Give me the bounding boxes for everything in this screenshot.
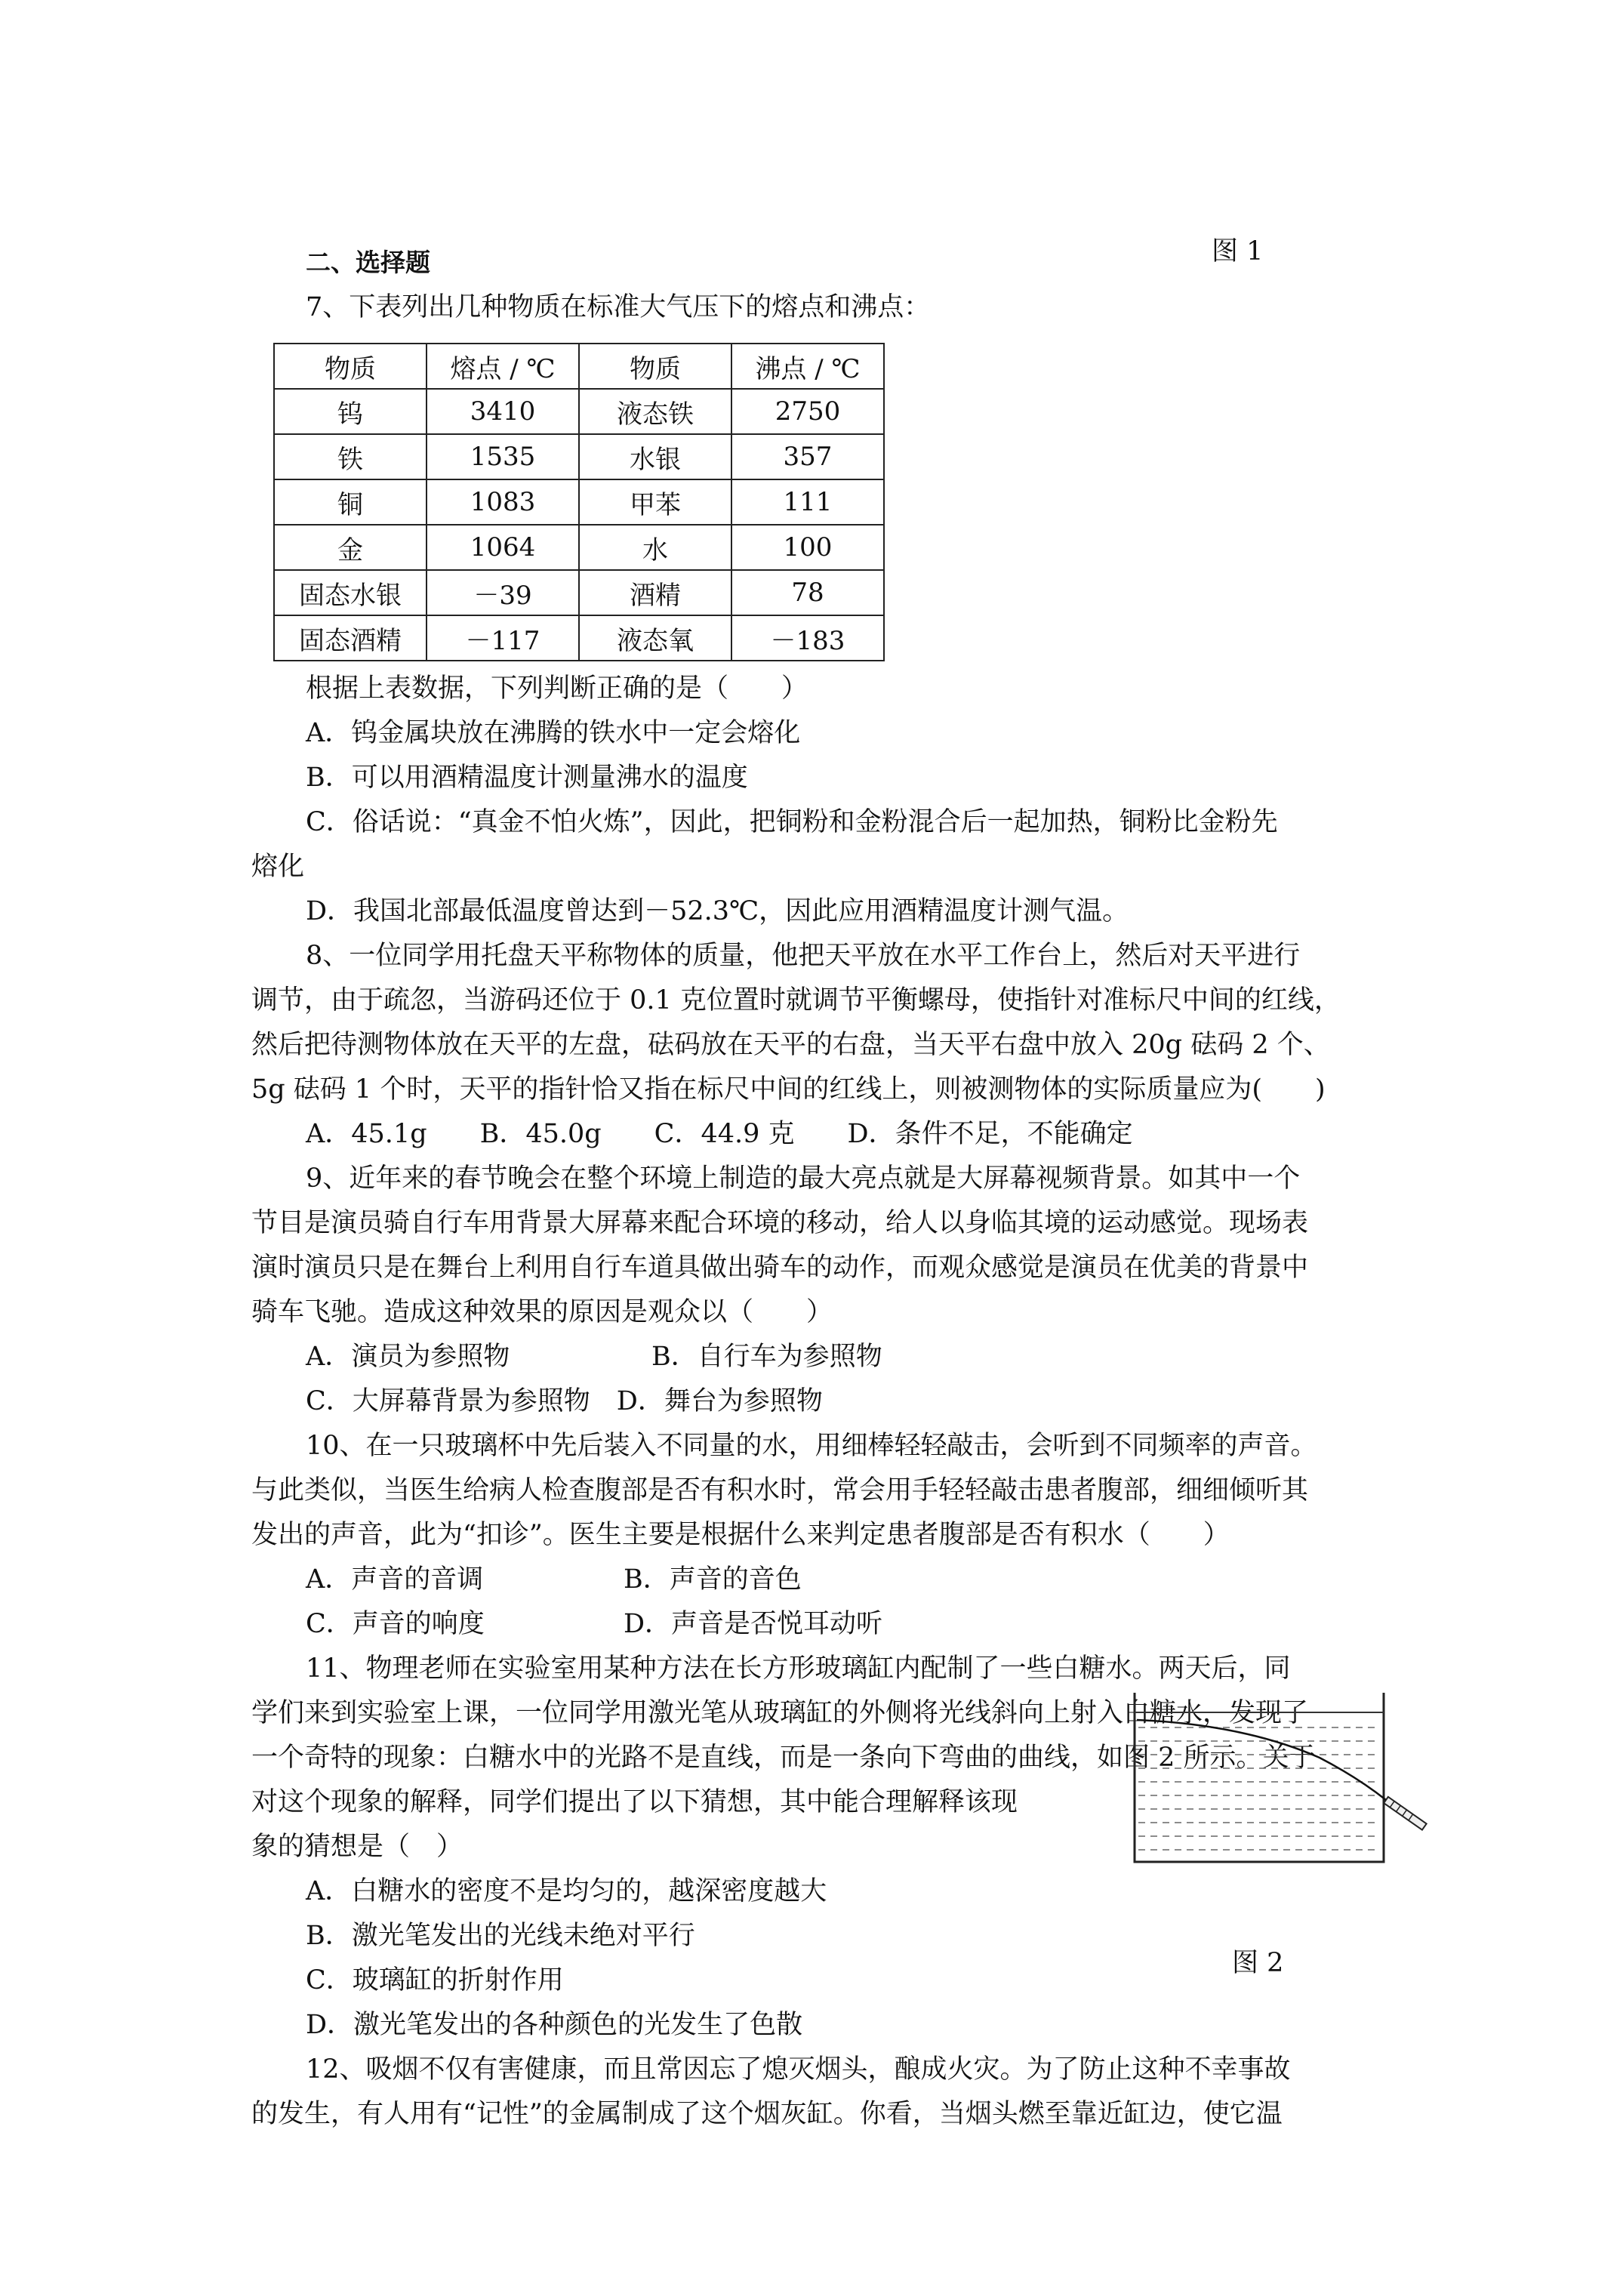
table-row	[274, 479, 884, 525]
q11-option-a: A．白糖水的密度不是均匀的，越深密度越大	[306, 1876, 827, 1906]
q11-option-c: C．玻璃缸的折射作用	[306, 1965, 564, 1996]
q9-line-3: 演时演员只是在舞台上利用自行车道具做出骑车的动作，而观众感觉是演员在优美的背景中	[251, 1253, 1309, 1283]
figure-2-label: 图 2	[1232, 1948, 1284, 1978]
table-cell: 111	[731, 479, 884, 525]
table-cell: 3410	[427, 389, 579, 434]
q8-options: A．45.1g B．45.0g C．44.9 克 D．条件不足，不能确定	[306, 1119, 1133, 1149]
q11-line-1: 11、物理老师在实验室用某种方法在长方形玻璃缸内配制了一些白糖水。两天后，同	[306, 1653, 1291, 1684]
section-title: 二、选择题	[306, 248, 430, 277]
q10-line-1: 10、在一只玻璃杯中先后装入不同量的水，用细棒轻轻敲击，会听到不同频率的声音。	[306, 1431, 1317, 1461]
table-cell: 固态水银	[274, 570, 427, 615]
table-cell: 1535	[427, 434, 579, 479]
table-header-cell: 物质	[579, 344, 731, 389]
table-cell: 78	[731, 570, 884, 615]
water-hatching	[1138, 1727, 1380, 1850]
table-cell: 铜	[274, 479, 427, 525]
q9-option-b: B．自行车为参照物	[651, 1342, 882, 1372]
q7-option-c-cont: 熔化	[251, 852, 305, 882]
table-cell: －117	[427, 615, 579, 661]
table-cell: 铁	[274, 434, 427, 479]
q7-option-d: D．我国北部最低温度曾达到－52.3℃，因此应用酒精温度计测气温。	[306, 896, 1129, 926]
table-header-row	[274, 344, 884, 389]
table-header-cell: 熔点 / ℃	[427, 344, 579, 389]
q11-line-2: 学们来到实验室上课，一位同学用激光笔从玻璃缸的外侧将光线斜向上射入白糖水，发现了	[251, 1698, 1309, 1728]
q11-line-4: 对这个现象的解释，同学们提出了以下猜想，其中能合理解释该现	[251, 1787, 1018, 1817]
q11-option-d: D．激光笔发出的各种颜色的光发生了色散	[306, 2010, 803, 2040]
q9-option-cd: C．大屏幕背景为参照物 D．舞台为参照物	[306, 1386, 823, 1416]
q8-line-2: 调节，由于疏忽，当游码还位于 0.1 克位置时就调节平衡螺母，使指针对准标尺中间的红线，	[251, 985, 1341, 1015]
table-row	[274, 570, 884, 615]
q12-line-2: 的发生，有人用有“记性”的金属制成了这个烟灰缸。你看，当烟头燃至靠近缸边，使它温	[251, 2099, 1283, 2129]
q10-option-a: A．声音的音调	[306, 1564, 484, 1595]
light-path	[1137, 1720, 1386, 1800]
table-row	[274, 615, 884, 661]
table-cell: 357	[731, 434, 884, 479]
q10-option-d: D．声音是否悦耳动听	[624, 1609, 883, 1639]
melting-boiling-table	[273, 343, 885, 661]
q10-line-2: 与此类似，当医生给病人检查腹部是否有积水时，常会用手轻轻敲击患者腹部，细细倾听其	[251, 1475, 1309, 1505]
table-row	[274, 525, 884, 570]
q11-line-3: 一个奇特的现象：白糖水中的光路不是直线，而是一条向下弯曲的曲线，如图 2 所示。关于	[251, 1743, 1316, 1773]
q11-line-5: 象的猜想是（ ）	[251, 1832, 463, 1862]
laser-pen-icon	[1384, 1797, 1427, 1830]
table-cell: 2750	[731, 389, 884, 434]
q10-option-b: B．声音的音色	[624, 1564, 802, 1595]
q7-option-c: C．俗话说：“真金不怕火炼”，因此，把铜粉和金粉混合后一起加热，铜粉比金粉先	[306, 807, 1278, 837]
table-cell: 100	[731, 525, 884, 570]
q9-line-2: 节目是演员骑自行车用背景大屏幕来配合环境的移动，给人以身临其境的运动感觉。现场表	[251, 1208, 1309, 1238]
table-cell: 1064	[427, 525, 579, 570]
table-row	[274, 389, 884, 434]
table-cell: 酒精	[579, 570, 731, 615]
q9-line-1: 9、近年来的春节晚会在整个环境上制造的最大亮点就是大屏幕视频背景。如其中一个	[306, 1163, 1301, 1194]
table-header-cell: 物质	[274, 344, 427, 389]
table-cell: 水银	[579, 434, 731, 479]
glass-tank-diagram	[1131, 1681, 1433, 1907]
table-cell: 金	[274, 525, 427, 570]
table-cell: －39	[427, 570, 579, 615]
q7-option-b: B．可以用酒精温度计测量沸水的温度	[306, 763, 748, 793]
table-cell: 液态铁	[579, 389, 731, 434]
table-cell: 水	[579, 525, 731, 570]
q8-line-4: 5g 砝码 1 个时，天平的指针恰又指在标尺中间的红线上，则被测物体的实际质量应为( )	[251, 1074, 1326, 1105]
table-cell: 1083	[427, 479, 579, 525]
table-cell: 固态酒精	[274, 615, 427, 661]
q11-option-b: B．激光笔发出的光线未绝对平行	[306, 1921, 695, 1951]
q8-line-1: 8、一位同学用托盘天平称物体的质量，他把天平放在水平工作台上，然后对天平进行	[306, 941, 1301, 971]
table-row	[274, 434, 884, 479]
q7-question: 根据上表数据，下列判断正确的是（ ）	[306, 673, 808, 704]
q9-option-a: A．演员为参照物	[306, 1342, 510, 1372]
q8-line-3: 然后把待测物体放在天平的左盘，砝码放在天平的右盘，当天平右盘中放入 20g 砝码 2 个、	[251, 1030, 1330, 1060]
q12-line-1: 12、吸烟不仅有害健康，而且常因忘了熄灭烟头，酿成火灾。为了防止这种不幸事故	[306, 2054, 1291, 2085]
q10-option-c: C．声音的响度	[306, 1609, 485, 1639]
table-cell: 液态氧	[579, 615, 731, 661]
table-cell: －183	[731, 615, 884, 661]
table-cell: 钨	[274, 389, 427, 434]
figure-2	[1131, 1681, 1433, 1907]
q7-stem: 7、下表列出几种物质在标准大气压下的熔点和沸点：	[306, 292, 931, 322]
q7-option-a: A．钨金属块放在沸腾的铁水中一定会熔化	[306, 718, 801, 748]
table-cell: 甲苯	[579, 479, 731, 525]
table-header-cell: 沸点 / ℃	[731, 344, 884, 389]
q9-line-4: 骑车飞驰。造成这种效果的原因是观众以（ ）	[251, 1297, 833, 1327]
q10-line-3: 发出的声音，此为“扣诊”。医生主要是根据什么来判定患者腹部是否有积水（ ）	[251, 1520, 1230, 1550]
figure-1-label: 图 1	[1212, 236, 1264, 267]
